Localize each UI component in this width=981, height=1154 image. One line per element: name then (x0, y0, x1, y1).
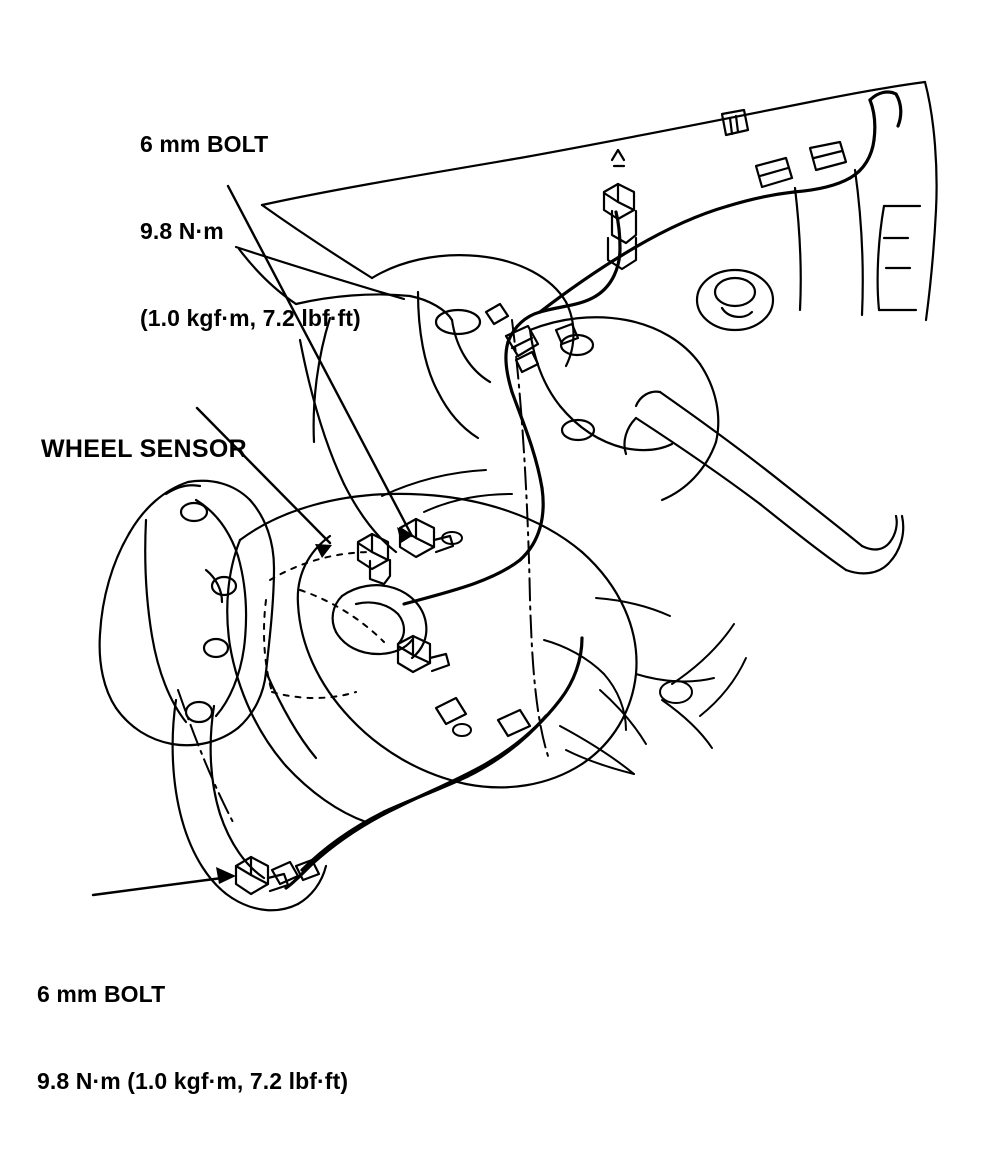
callout-wheel-sensor-label: WHEEL SENSOR (41, 435, 247, 463)
callout-top-bolt-line3: (1.0 kgf·m, 7.2 lbf·ft) (140, 304, 361, 331)
callout-bottom-bolt-line1: 6 mm BOLT (37, 980, 166, 1007)
callout-bottom-bolt (37, 922, 348, 1154)
misc-details (382, 470, 746, 774)
hidden-edges (264, 552, 384, 698)
callout-wheel-sensor (41, 371, 247, 529)
lower-harness-cable (286, 638, 582, 888)
callout-top-bolt-line1: 6 mm BOLT (140, 130, 269, 157)
sensor-harness-cable (404, 92, 901, 604)
callout-bottom-bolt-line2: 9.8 N·m (1.0 kgf·m, 7.2 lbf·ft) (37, 1067, 349, 1094)
callout-top-bolt (140, 72, 361, 391)
callout-top-bolt-line2: 9.8 N·m (140, 217, 224, 244)
driveshaft (624, 392, 903, 574)
